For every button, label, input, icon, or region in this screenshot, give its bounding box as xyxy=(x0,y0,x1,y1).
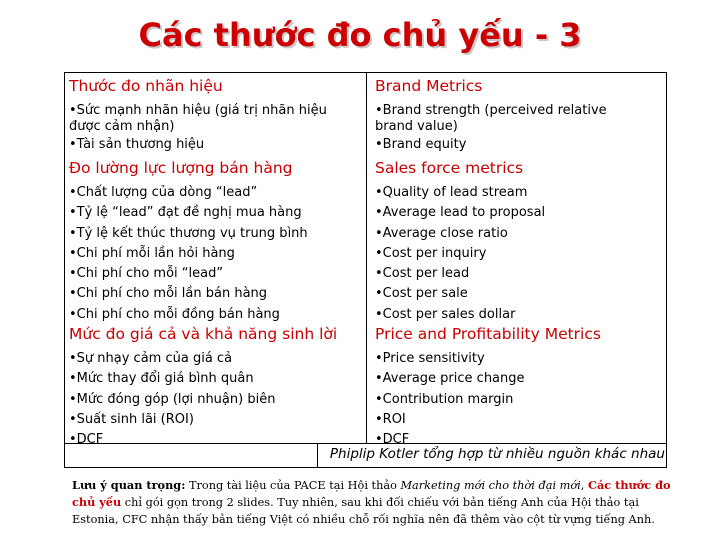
list-item: được cảm nhận) xyxy=(69,119,175,134)
list-item: •Cost per sales dollar xyxy=(375,306,516,322)
list-item: •Average price change xyxy=(375,371,525,387)
note-highlight: Các thước đo chủ yếu xyxy=(72,478,671,509)
english-column xyxy=(375,77,663,451)
source-row xyxy=(64,444,667,468)
list-item: •Tỷ lệ kết thúc thương vụ trung bình xyxy=(69,225,308,241)
metrics-table xyxy=(64,72,667,448)
en-list-brand xyxy=(375,103,663,155)
vi-heading-brand: Thước đo nhãn hiệu xyxy=(69,77,223,95)
note-text-2: , xyxy=(580,479,588,492)
list-item: •Brand equity xyxy=(375,137,467,152)
en-heading-brand: Brand Metrics xyxy=(375,77,483,95)
list-item: •DCF xyxy=(69,432,104,448)
list-item: •Suất sinh lãi (ROI) xyxy=(69,411,194,427)
list-item: •Contribution margin xyxy=(375,391,514,407)
note-seminar-title: Marketing mới cho thời đại mới xyxy=(400,479,581,492)
list-item: •Chất lượng của dòng “lead” xyxy=(69,185,258,200)
list-item: •Quality of lead stream xyxy=(375,185,528,200)
note-label: Lưu ý quan trọng: xyxy=(72,478,186,492)
en-heading-price: Price and Profitability Metrics xyxy=(375,325,601,344)
list-item: •Average lead to proposal xyxy=(375,205,546,221)
list-item: •Tài sản thương hiệu xyxy=(69,137,205,152)
list-item: •Cost per sale xyxy=(375,286,468,302)
list-item: •Chi phí cho mỗi “lead” xyxy=(69,266,224,282)
source-cell xyxy=(317,444,669,467)
list-item: •DCF xyxy=(375,432,410,448)
list-item: •Price sensitivity xyxy=(375,351,485,367)
vi-list-sales xyxy=(69,183,361,325)
footnote xyxy=(72,477,672,528)
list-item: •Chi phí cho mỗi lần bán hàng xyxy=(69,286,268,302)
list-item: •ROI xyxy=(375,411,406,427)
vi-heading-sales: Đo lường lực lượng bán hàng xyxy=(69,159,293,177)
en-list-sales xyxy=(375,183,663,325)
vietnamese-column xyxy=(69,77,361,451)
list-item: •Mức thay đổi giá bình quân xyxy=(69,371,254,387)
list-item: •Brand strength (perceived relative xyxy=(375,103,607,118)
note-text-1: Trong tài liệu của PACE tại Hội thảo xyxy=(185,479,401,492)
list-item: •Chi phí cho mỗi đồng bán hàng xyxy=(69,306,280,322)
list-item: •Cost per inquiry xyxy=(375,245,487,261)
slide-title: Các thước đo chủ yếu - 3 xyxy=(138,16,582,54)
list-item: •Sức mạnh nhãn hiệu (giá trị nhãn hiệu xyxy=(69,103,327,118)
list-item: •Tỷ lệ “lead” đạt đề nghị mua hàng xyxy=(69,205,302,221)
list-item: •Chi phí mỗi lần hỏi hàng xyxy=(69,245,235,261)
vi-list-brand xyxy=(69,103,361,155)
en-list-price xyxy=(375,349,663,450)
vi-heading-price: Mức đo giá cả và khả năng sinh lời xyxy=(69,325,338,344)
list-item: brand value) xyxy=(375,119,458,134)
column-divider xyxy=(366,73,367,443)
list-item: •Cost per lead xyxy=(375,266,470,282)
note-text-3: chỉ gói gọn trong 2 slides. Tuy nhiên, sau khi đối chiếu với bản tiếng Anh của Hội thảo tại Estonia, CFC nhận thấy bản tiếng Việt có nhiều chỗ rối nghĩa nên đã thêm vào cột từ vựng tiếng Anh. xyxy=(72,496,655,526)
vi-list-price xyxy=(69,349,361,450)
source-credit: Phiplip Kotler tổng hợp từ nhiều nguồn khác nhau xyxy=(329,446,665,462)
list-item: •Mức đóng góp (lợi nhuận) biên xyxy=(69,391,276,407)
list-item: •Average close ratio xyxy=(375,225,508,241)
list-item: •Sự nhạy cảm của giá cả xyxy=(69,351,233,367)
en-heading-sales: Sales force metrics xyxy=(375,159,524,177)
